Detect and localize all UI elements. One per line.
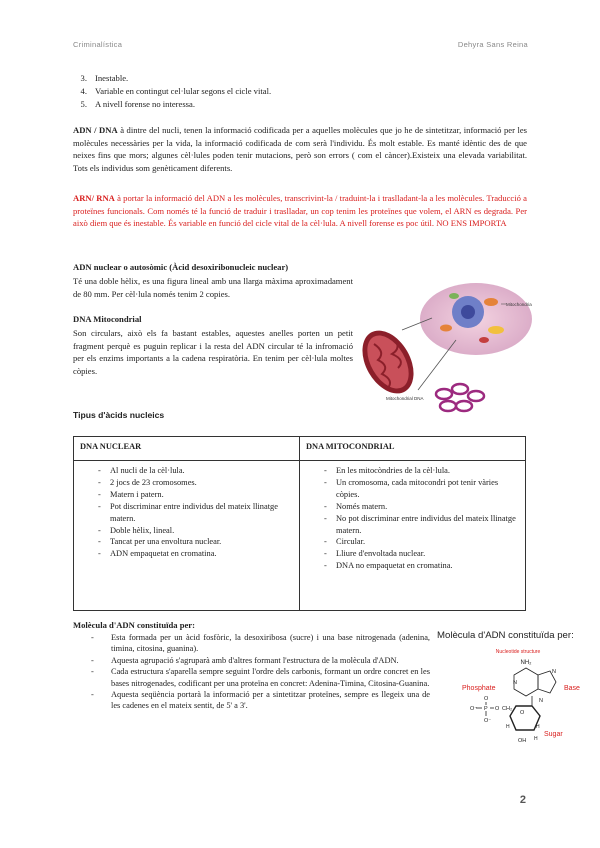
svg-text:O: O <box>484 696 489 702</box>
list-item: - Només matern. <box>324 501 388 511</box>
phosphate-label: Phosphate <box>462 685 496 692</box>
page-number: 2 <box>519 794 526 806</box>
table-header-mito: DNA MITOCONDRIAL <box>300 437 526 461</box>
header-right: Dehyra Sans Reina <box>457 40 528 49</box>
mito-body: Son circulars, això els fa bastant estables, aquestes anelles porten un petit fragment perquè es puguin replicar i la resta del ADN circular té la infromació per els enzims importants a la cadena respiratòria. En tenim per cèl·lula moltes còpies. <box>73 328 353 376</box>
base-label: Base <box>564 685 580 692</box>
molecule-title: Molècula d'ADN constituïda per: <box>73 620 195 630</box>
list-item: - ADN empaquetat en cromatina. <box>98 549 217 559</box>
svg-text:H: H <box>506 724 510 730</box>
header-left: Criminalística <box>73 40 123 49</box>
svg-text:O⁻: O⁻ <box>470 706 478 712</box>
list-item: - Cada estructura s'aparella sempre seguint l'ordre dels carbonis, formant un ordre concret en les bases nitrogenades, codificant per una proteïna en concret: Adenina-Timina, Citosina-Guanina. <box>91 667 430 688</box>
list-item: - Al nucli de la cèl·lula. <box>98 466 185 475</box>
arn-paragraph: ARN/ RNA à portar la informació del ADN a les molècules, transcrivint-la / traduint-la i traslladant-la a les molècules. Traducció a proteïnes funcionals. Com només té la funció de traduir i traslladar, un cop tenim les proteïnes que volem, el ARN es degrada. Per això diem que és inestable. És variable en funció del cicle vital de la cèl·lula. A nivell forense es poc útil. NO ENS IMPORTA <box>73 193 527 229</box>
list-item: - Matern i patern. <box>98 489 164 499</box>
list-item: - DNA no empaquetat en cromatina. <box>324 561 453 571</box>
list-item: - Pot discriminar entre individus del mateix llinatge matern. <box>98 501 278 523</box>
svg-text:N: N <box>539 698 543 704</box>
list-item: - Doble hèlix, lineal. <box>98 525 175 535</box>
base-rings <box>514 668 556 696</box>
svg-text:O: O <box>495 706 500 712</box>
svg-text:NH₂: NH₂ <box>520 660 532 666</box>
mitochondria-illustration <box>356 282 540 416</box>
nucleic-acid-table <box>73 436 526 611</box>
table-header-nuclear: DNA NUCLEAR <box>74 437 300 461</box>
svg-text:H: H <box>534 736 538 742</box>
numbered-list <box>73 72 271 111</box>
table-cell-nuclear <box>74 461 300 611</box>
table-title: Tipus d'àcids nucleics <box>73 410 165 420</box>
svg-text:N: N <box>552 669 556 675</box>
molecule-list <box>85 632 430 712</box>
list-item: - Lliure d'envoltada nuclear. <box>324 549 426 559</box>
list-item: - Aquesta seqüència portarà la informació per a sintetitzar proteïnes, sempre es llegeix una de les cadenes en el mateix sentit, de 5' a 3'. <box>91 690 430 711</box>
list-item: - No pot discriminar entre individus del mateix llinatge matern. <box>324 513 516 535</box>
nucleotide-caption: Molècula d'ADN constituïda per: <box>437 630 574 641</box>
table-cell-mito <box>300 461 526 611</box>
list-item: - Circular. <box>324 537 366 547</box>
list-item: - Aquesta agrupació s'agruparà amb d'altres formant l'estructura de la molècula d'ADN. <box>91 655 399 665</box>
sugar-label: Sugar <box>544 731 563 738</box>
list-item: 5. A nivell forense no interessa. <box>80 99 195 109</box>
nuclear-title: ADN nuclear o autosòmic (Àcid desoxiribonucleic nuclear) <box>73 262 289 272</box>
svg-text:P: P <box>484 706 488 712</box>
list-item: 4. Variable en contingut cel·lular segons el cicle vital. <box>80 86 272 96</box>
svg-text:N: N <box>513 680 517 686</box>
mito-dna-label: Mitochondrial DNA <box>386 396 424 401</box>
svg-text:CH₂: CH₂ <box>502 706 513 712</box>
svg-text:H: H <box>536 724 540 730</box>
nuclear-body: Té una doble hèlix, es una figura lineal amb una llarga màxima aproximadament de 80 mm. Per cèl·lula només tenim 2 copies. <box>73 276 353 299</box>
list-item: - En les mitocòndries de la cèl·lula. <box>324 466 450 475</box>
mito-title: DNA Mitocondrial <box>73 314 142 324</box>
nucleotide-diagram <box>450 644 590 748</box>
list-item: - Tancat per una envoltura nuclear. <box>98 537 222 547</box>
adn-paragraph: ADN / DNA à dintre del nucli, tenen la informació codificada per a aquelles molècules que jo he de sintetitzar, informació per les molècules necessàries per la vida, la informació codificada de com serà l'individu. És molt estable. Es manté idèntic des de que neixes fins que mors; algunes cèl·lules poden tenir mutacions, però son errors ( com el càncer).Existeix una elevada variabilitat. Tots els individus som genèticament diferents. <box>73 125 528 173</box>
mitochondria-label: Mitochondria <box>506 302 532 307</box>
list-item: - 2 jocs de 23 cromosomes. <box>98 477 197 487</box>
list-item: - Esta formada per un àcid fosfòric, la desoxiribosa (sucre) i una base nitrogenada (adenina, timina, citosina, guanina). <box>91 633 430 654</box>
svg-text:O⁻: O⁻ <box>484 718 492 724</box>
nucleotide-title: Nucleotide structure <box>495 649 541 655</box>
circular-dna-rings <box>436 384 484 411</box>
list-item: - Un cromosoma, cada mitocondri pot tenir vàries còpies. <box>324 477 499 499</box>
svg-text:O: O <box>520 710 525 716</box>
svg-text:OH: OH <box>518 738 527 744</box>
list-item: 3. Inestable. <box>80 73 129 83</box>
